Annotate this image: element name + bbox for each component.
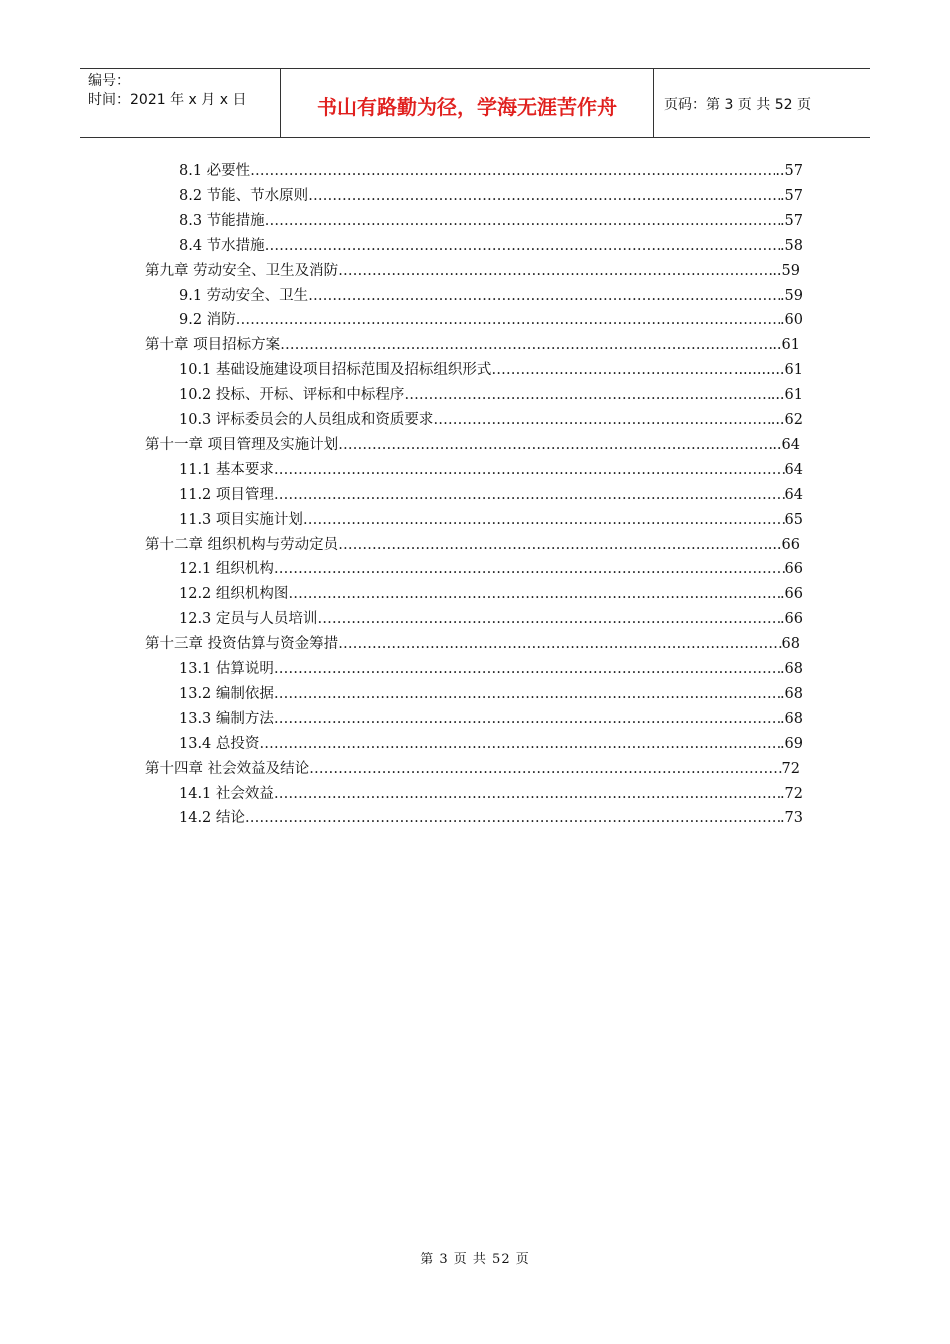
- toc-entry-page: ...66: [767, 536, 800, 553]
- toc-leader-dots: [245, 808, 780, 828]
- toc-entry[interactable]: [179, 808, 803, 828]
- toc-entry-page: ..61: [772, 337, 800, 354]
- toc-entry-page: .57: [779, 187, 803, 204]
- header-page-info: 页码：第 3 页 共 52 页: [664, 97, 811, 113]
- toc-entry-page: .57: [779, 212, 803, 229]
- toc-entry-label: 8.1 必要性: [179, 163, 251, 179]
- toc-entry[interactable]: [179, 784, 803, 804]
- toc-entry-label: 第十章 项目招标方案: [145, 337, 281, 354]
- toc-leader-dots: [338, 261, 772, 281]
- toc-entry-label: 11.1 基本要求: [179, 461, 274, 478]
- toc-leader-dots: [303, 510, 785, 530]
- toc-leader-dots: [259, 734, 780, 754]
- toc-entry-page: ...62: [770, 412, 803, 428]
- header-meta: [80, 69, 281, 137]
- toc-entry-label: 10.2 投标、开标、评标和中标程序: [179, 387, 405, 404]
- toc-entry-label: 8.3 节能措施: [179, 212, 265, 229]
- toc-leader-dots: [274, 485, 785, 505]
- toc-leader-dots: [338, 435, 772, 455]
- toc-entry-page: 68: [781, 636, 800, 653]
- toc-entry-label: 14.2 结论: [179, 810, 245, 827]
- toc-entry-page: 72: [781, 760, 800, 777]
- toc-leader-dots: [265, 236, 780, 256]
- toc-entry-label: 14.1 社会效益: [179, 785, 274, 802]
- toc-leader-dots: [274, 460, 785, 480]
- toc-leader-dots: [491, 360, 733, 380]
- toc-leader-dots: [236, 310, 780, 330]
- toc-entry-page: ...61: [770, 387, 803, 404]
- toc-leader-dots: [338, 535, 768, 555]
- toc-leader-dots: [317, 609, 780, 629]
- toc-entry[interactable]: [179, 286, 803, 306]
- toc-entry-page: .58: [779, 237, 803, 254]
- toc-entry[interactable]: [179, 236, 803, 256]
- toc-entry[interactable]: [179, 684, 803, 704]
- toc-entry-label: 13.4 总投资: [179, 735, 260, 752]
- toc-leader-dots: [309, 759, 781, 779]
- toc-entry-page: 64: [784, 461, 803, 478]
- toc-entry[interactable]: [179, 460, 803, 480]
- toc-entry-label: 13.1 估算说明: [179, 661, 274, 677]
- toc-entry[interactable]: [145, 261, 800, 281]
- toc-leader-dots: [338, 634, 781, 654]
- toc-entry-label: 9.2 消防: [179, 312, 236, 329]
- toc-entry[interactable]: [179, 310, 803, 330]
- toc-entry-label: 第十二章 组织机构与劳动定员: [145, 536, 339, 553]
- toc-entry-label: 12.3 定员与人员培训: [179, 611, 318, 628]
- toc-leader-dots: [274, 659, 780, 679]
- document-number-label: 编号：: [88, 73, 130, 89]
- toc-entry[interactable]: [179, 659, 803, 679]
- toc-entry-label: 9.1 劳动安全、卫生: [179, 287, 309, 304]
- toc-entry[interactable]: [179, 609, 803, 629]
- toc-entry[interactable]: [179, 161, 803, 181]
- toc-entry-label: 13.2 编制依据: [179, 685, 274, 702]
- toc-entry-label: 第十四章 社会效益及结论: [145, 760, 310, 777]
- toc-leader-dots: [274, 709, 780, 729]
- page-header: [80, 68, 870, 138]
- toc-entry-label: 12.1 组织机构: [179, 561, 274, 578]
- toc-entry[interactable]: [179, 410, 803, 430]
- header-motto: 书山有路勤为径，学海无涯苦作舟: [281, 69, 654, 137]
- toc-entry-page: .72: [779, 785, 803, 802]
- toc-entry[interactable]: [179, 709, 803, 729]
- toc-entry[interactable]: [145, 335, 800, 355]
- toc-entry-page: ..64: [772, 436, 800, 453]
- toc-entry[interactable]: [179, 186, 803, 206]
- toc-leader-dots: [274, 559, 785, 579]
- toc-entry[interactable]: [145, 435, 800, 455]
- toc-entry[interactable]: [179, 559, 803, 579]
- toc-leader-dots: [265, 211, 780, 231]
- toc-leader-dots: [288, 584, 780, 604]
- toc-entry-label: 13.3 编制方法: [179, 710, 274, 727]
- toc-entry[interactable]: [145, 535, 800, 555]
- toc-entry-page: .66: [779, 611, 803, 628]
- toc-entry-page: .73: [779, 810, 803, 827]
- toc-entry-label: 11.2 项目管理: [179, 486, 274, 503]
- toc-leader-dots: [250, 161, 775, 181]
- toc-leader-dots: [404, 385, 770, 405]
- toc-entry-page: .69: [779, 735, 803, 752]
- toc-entry-page: .66: [779, 586, 803, 603]
- toc-leader-dots: [280, 335, 772, 355]
- toc-entry-page: 65: [784, 511, 803, 528]
- toc-entry-page: ...........61: [733, 362, 803, 379]
- toc-entry-label: 第十三章 投资估算与资金筹措: [145, 636, 339, 653]
- toc-entry[interactable]: [145, 634, 800, 654]
- toc-leader-dots: [308, 286, 780, 306]
- toc-leader-dots: [274, 684, 780, 704]
- toc-entry[interactable]: [179, 385, 803, 405]
- toc-entry[interactable]: [179, 734, 803, 754]
- toc-leader-dots: [433, 410, 770, 430]
- toc-entry-label: 11.3 项目实施计划: [179, 511, 303, 528]
- toc-entry[interactable]: [179, 584, 803, 604]
- toc-entry-label: 10.1 基础设施建设项目招标范围及招标组织形式: [179, 362, 492, 379]
- toc-entry-page: 64: [784, 486, 803, 503]
- toc-entry[interactable]: [179, 485, 803, 505]
- toc-entry-page: .68: [779, 661, 803, 677]
- toc-entry-page: ..59: [772, 262, 800, 279]
- toc-leader-dots: [308, 186, 780, 206]
- toc-entry-label: 第十一章 项目管理及实施计划: [145, 436, 339, 453]
- toc-entry[interactable]: [179, 360, 803, 380]
- toc-entry-page: 66: [784, 561, 803, 578]
- toc-entry[interactable]: [179, 211, 803, 231]
- toc-entry-page: .68: [779, 710, 803, 727]
- toc-entry-label: 8.4 节水措施: [179, 237, 265, 254]
- toc-entry-label: 8.2 节能、节水原则: [179, 187, 309, 204]
- toc-entry-page: .59: [779, 287, 803, 304]
- toc-entry-label: 第九章 劳动安全、卫生及消防: [145, 262, 339, 279]
- toc-entry-label: 12.2 组织机构图: [179, 586, 289, 603]
- page-footer: 第 3 页 共 52 页: [420, 1252, 530, 1267]
- toc-entry-page: .68: [779, 685, 803, 702]
- toc-entry[interactable]: [179, 510, 803, 530]
- toc-entry-page: ..57: [775, 163, 803, 179]
- document-date-label: 时间：2021 年 x 月 x 日: [88, 92, 247, 108]
- toc-leader-dots: [274, 784, 780, 804]
- toc-entry-label: 10.3 评标委员会的人员组成和资质要求: [179, 412, 434, 428]
- toc-entry[interactable]: [145, 759, 800, 779]
- toc-entry-page: .60: [779, 312, 803, 329]
